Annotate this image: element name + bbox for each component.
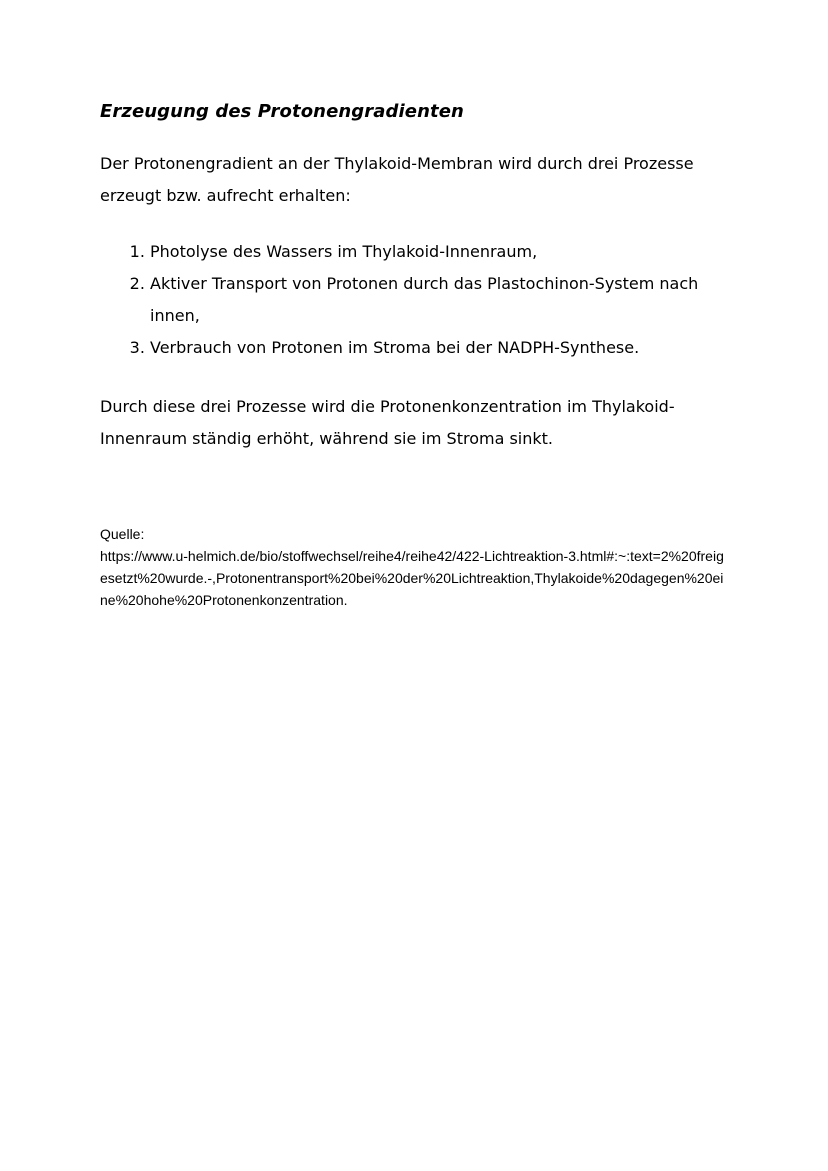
document-body [100, 100, 740, 455]
list-item: 1. Photolyse des Wassers im Thylakoid-Innenraum, [150, 236, 740, 268]
document-title: Erzeugung des Protonengradienten [100, 101, 464, 122]
source-url: https://www.u-helmich.de/bio/stoffwechsel/reihe4/reihe42/422-Lichtreaktion-3.html#:~:text=2%20freigesetzt%20wurde.-,Protonentransport%20bei%20der%20Lichtreaktion,Thylakoide%20dagegen%20eine%20hohe%20Protonenkonzentration. [100, 548, 724, 608]
source-label: Quelle: [100, 526, 145, 542]
summary-paragraph: Durch diese drei Prozesse wird die Protonenkonzentration im Thylakoid-Innenraum ständig erhöht, während sie im Stroma sinkt. [100, 397, 675, 448]
process-list [100, 236, 740, 364]
source-citation [100, 523, 730, 611]
list-item: 3. Verbrauch von Protonen im Stroma bei der NADPH-Synthese. [150, 332, 740, 364]
list-item: 2. Aktiver Transport von Protonen durch das Plastochinon-System nach innen, [150, 268, 740, 332]
intro-paragraph: Der Protonengradient an der Thylakoid-Membran wird durch drei Prozesse erzeugt bzw. aufrecht erhalten: [100, 154, 694, 205]
